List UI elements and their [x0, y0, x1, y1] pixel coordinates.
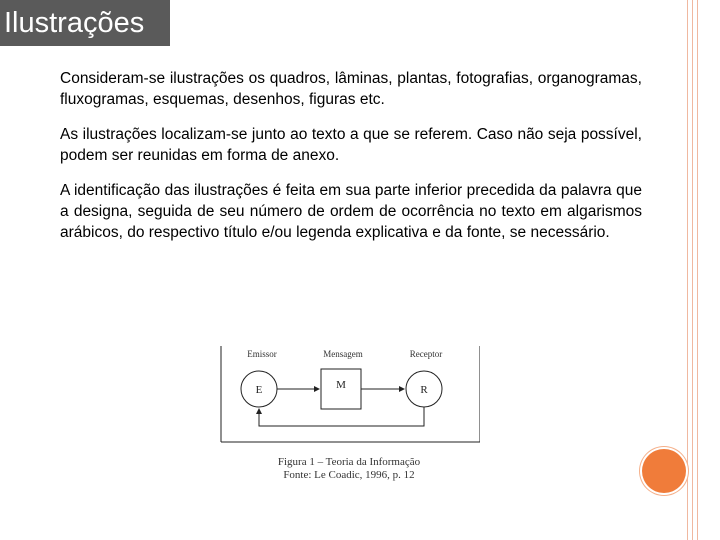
paragraph: Consideram-se ilustrações os quadros, lâminas, plantas, fotografias, organogramas, fluxogramas, esquemas, desenhos, figuras etc. [60, 70, 642, 108]
decorative-circle [642, 449, 686, 493]
slide-title: Ilustrações [0, 0, 170, 46]
mensagem-label: Mensagem [323, 349, 363, 359]
paragraph: As ilustrações localizam-se junto ao texto a que se referem. Caso não seja possível, podem ser reunidas em forma de anexo. [60, 126, 642, 164]
caption-source: Fonte: Le Coadic, 1996, p. 12 [283, 469, 415, 481]
node-m-label: M [336, 379, 346, 391]
border-line [692, 0, 693, 540]
emissor-label: Emissor [247, 349, 277, 359]
node-r-label: R [420, 384, 428, 396]
receptor-label: Receptor [409, 349, 443, 359]
caption-title: Figura 1 – Teoria da Informação [277, 456, 421, 468]
border-line [687, 0, 688, 540]
paragraph: A identificação das ilustrações é feita em sua parte inferior precedida da palavra que a designa, seguida de seu número de ordem de ocorrência no texto em algarismos arábicos, do respectivo título e/ou legenda explicativa e da fonte, se necessário. [60, 182, 642, 241]
border-line [697, 0, 698, 540]
slide-body [60, 68, 642, 257]
node-e-label: E [255, 384, 263, 396]
figure-caption [218, 456, 480, 482]
feedback-arrow [259, 407, 424, 426]
